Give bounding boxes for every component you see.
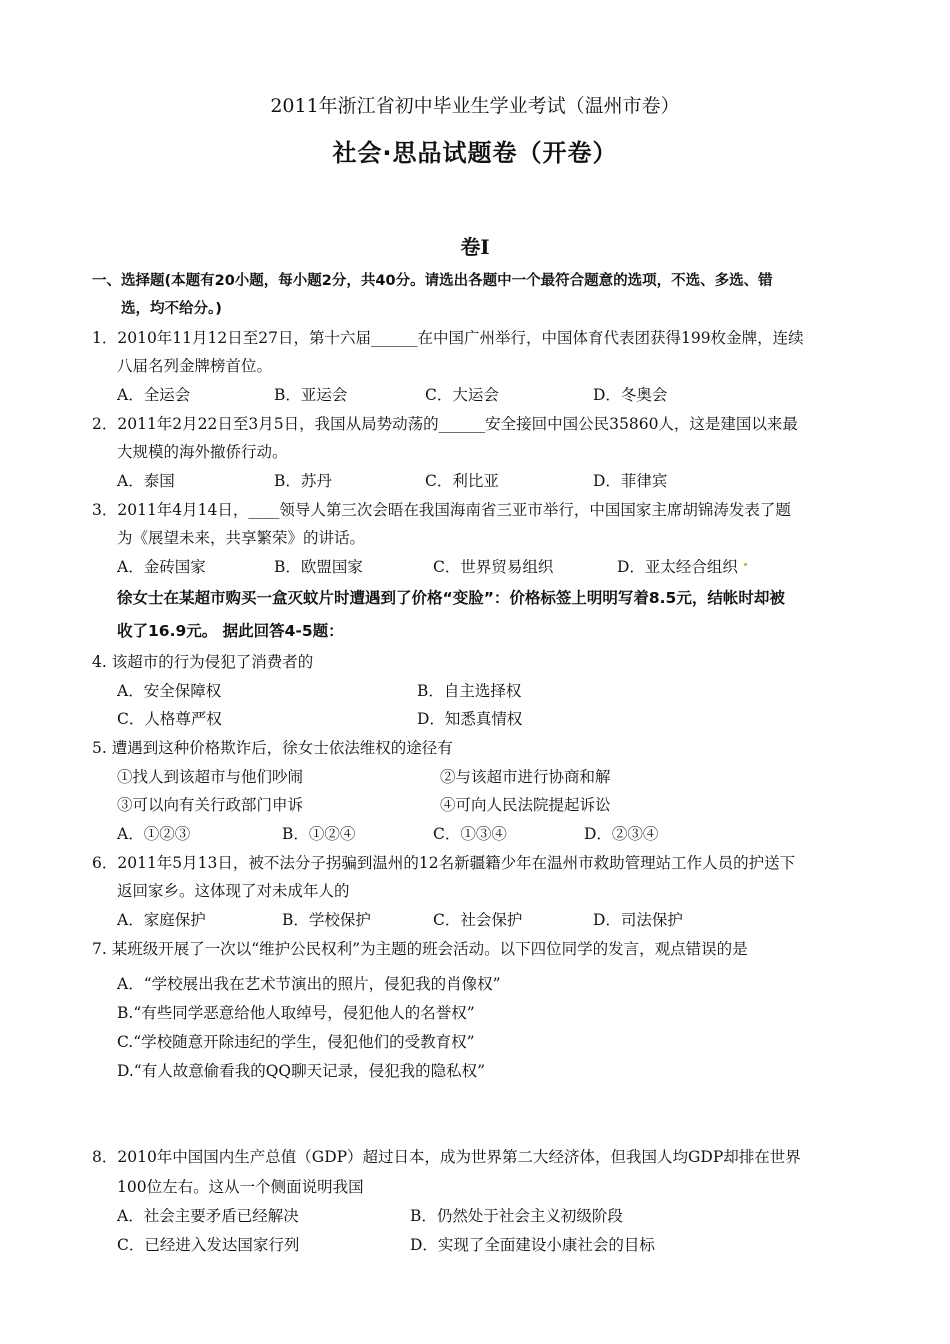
q5-option-a: A．①②③ [117, 825, 191, 843]
q3-stem-line2: 为《展望未来，共享繁荣》的讲话。 [117, 529, 366, 547]
q3-option-a: A．金砖国家 [117, 558, 206, 576]
q8-option-c: C．已经进入发达国家行列 [117, 1236, 300, 1254]
q8-option-a: A．社会主要矛盾已经解决 [117, 1207, 299, 1225]
section-instruction-line1: 一、选择题(本题有20小题，每小题2分，共40分。请选出各题中一个最符合题意的选项，不选、多选、错 [92, 273, 773, 289]
stray-mark [744, 563, 747, 566]
exam-title: 2011年浙江省初中毕业生学业考试（温州市卷） [270, 95, 680, 117]
q6-option-d: D．司法保护 [593, 911, 683, 929]
q6-stem-line1: 6．2011年5月13日，被不法分子拐骗到温州的12名新疆籍少年在温州市救助管理站工作人员的护送下 [92, 854, 796, 872]
q1-option-d: D．冬奥会 [593, 386, 668, 404]
q1-option-a: A．全运会 [117, 386, 191, 404]
q3-stem-line1: 3．2011年4月14日，____领导人第三次会晤在我国海南省三亚市举行，中国国家主席胡锦涛发表了题 [92, 501, 791, 519]
q7-stem: 7. 某班级开展了一次以“维护公民权利”为主题的班会活动。以下四位同学的发言，观点错误的是 [92, 940, 748, 958]
q2-option-c: C．利比亚 [425, 472, 499, 490]
q4-option-c: C．人格尊严权 [117, 710, 222, 728]
q5-option-c: C．①③④ [433, 825, 507, 843]
q7-option-c: C.“学校随意开除违纪的学生，侵犯他们的受教育权” [117, 1033, 475, 1051]
q8-option-b: B．仍然处于社会主义初级阶段 [410, 1207, 623, 1225]
q5-option-d: D．②③④ [584, 825, 659, 843]
q8-stem-line2: 100位左右。这从一个侧面说明我国 [117, 1178, 364, 1196]
q7-option-b: B.“有些同学恶意给他人取绰号，侵犯他人的名誉权” [117, 1004, 475, 1022]
q3-option-d: D．亚太经合组织 [617, 558, 738, 576]
q2-option-a: A．泰国 [117, 472, 175, 490]
q3-option-c: C．世界贸易组织 [433, 558, 554, 576]
section-instruction-line2: 选，均不给分。) [121, 301, 222, 317]
q4-option-a: A．安全保障权 [117, 682, 222, 700]
q5-statement-4: ④可向人民法院提起诉讼 [440, 796, 611, 814]
q6-option-a: A．家庭保护 [117, 911, 206, 929]
q2-stem-line2: 大规模的海外撤侨行动。 [117, 443, 288, 461]
q5-statement-1: ①找人到该超市与他们吵闹 [117, 768, 304, 786]
q5-statement-3: ③可以向有关行政部门申诉 [117, 796, 304, 814]
q8-option-d: D．实现了全面建设小康社会的目标 [410, 1236, 655, 1254]
q1-stem-line2: 八届名列金牌榜首位。 [117, 357, 273, 375]
q1-stem-line1: 1．2010年11月12日至27日，第十六届______在中国广州举行，中国体育代表团获得199枚金牌，连续 [92, 329, 804, 347]
q4-option-b: B．自主选择权 [417, 682, 522, 700]
material-line2: 收了16.9元。 据此回答4-5题： [117, 622, 344, 640]
q2-option-b: B．苏丹 [274, 472, 332, 490]
q4-stem: 4. 该超市的行为侵犯了消费者的 [92, 653, 314, 671]
q3-option-b: B．欧盟国家 [274, 558, 363, 576]
volume-title: 卷Ⅰ [460, 235, 490, 259]
subject-title: 社会·思品试题卷（开卷） [332, 139, 618, 167]
q4-option-d: D．知悉真情权 [417, 710, 523, 728]
q1-option-c: C．大运会 [425, 386, 499, 404]
q6-stem-line2: 返回家乡。这体现了对未成年人的 [117, 882, 350, 900]
q6-option-b: B．学校保护 [282, 911, 371, 929]
q8-stem-line1: 8．2010年中国国内生产总值（GDP）超过日本，成为世界第二大经济体，但我国人均GDP却排在世界 [92, 1148, 801, 1166]
q6-option-c: C．社会保护 [433, 911, 523, 929]
q5-statement-2: ②与该超市进行协商和解 [440, 768, 611, 786]
material-line1: 徐女士在某超市购买一盒灭蚊片时遭遇到了价格“变脸”：价格标签上明明写着8.5元，结帐时却被 [117, 589, 785, 607]
q5-stem: 5. 遭遇到这种价格欺诈后，徐女士依法维权的途径有 [92, 739, 453, 757]
q5-option-b: B．①②④ [282, 825, 356, 843]
q2-stem-line1: 2．2011年2月22日至3月5日，我国从局势动荡的______安全接回中国公民35860人，这是建国以来最 [92, 415, 798, 433]
q2-option-d: D．菲律宾 [593, 472, 668, 490]
q7-option-a: A．“学校展出我在艺术节演出的照片，侵犯我的肖像权” [117, 975, 501, 993]
q7-option-d: D.“有人故意偷看我的QQ聊天记录，侵犯我的隐私权” [117, 1062, 486, 1080]
q1-option-b: B．亚运会 [274, 386, 348, 404]
